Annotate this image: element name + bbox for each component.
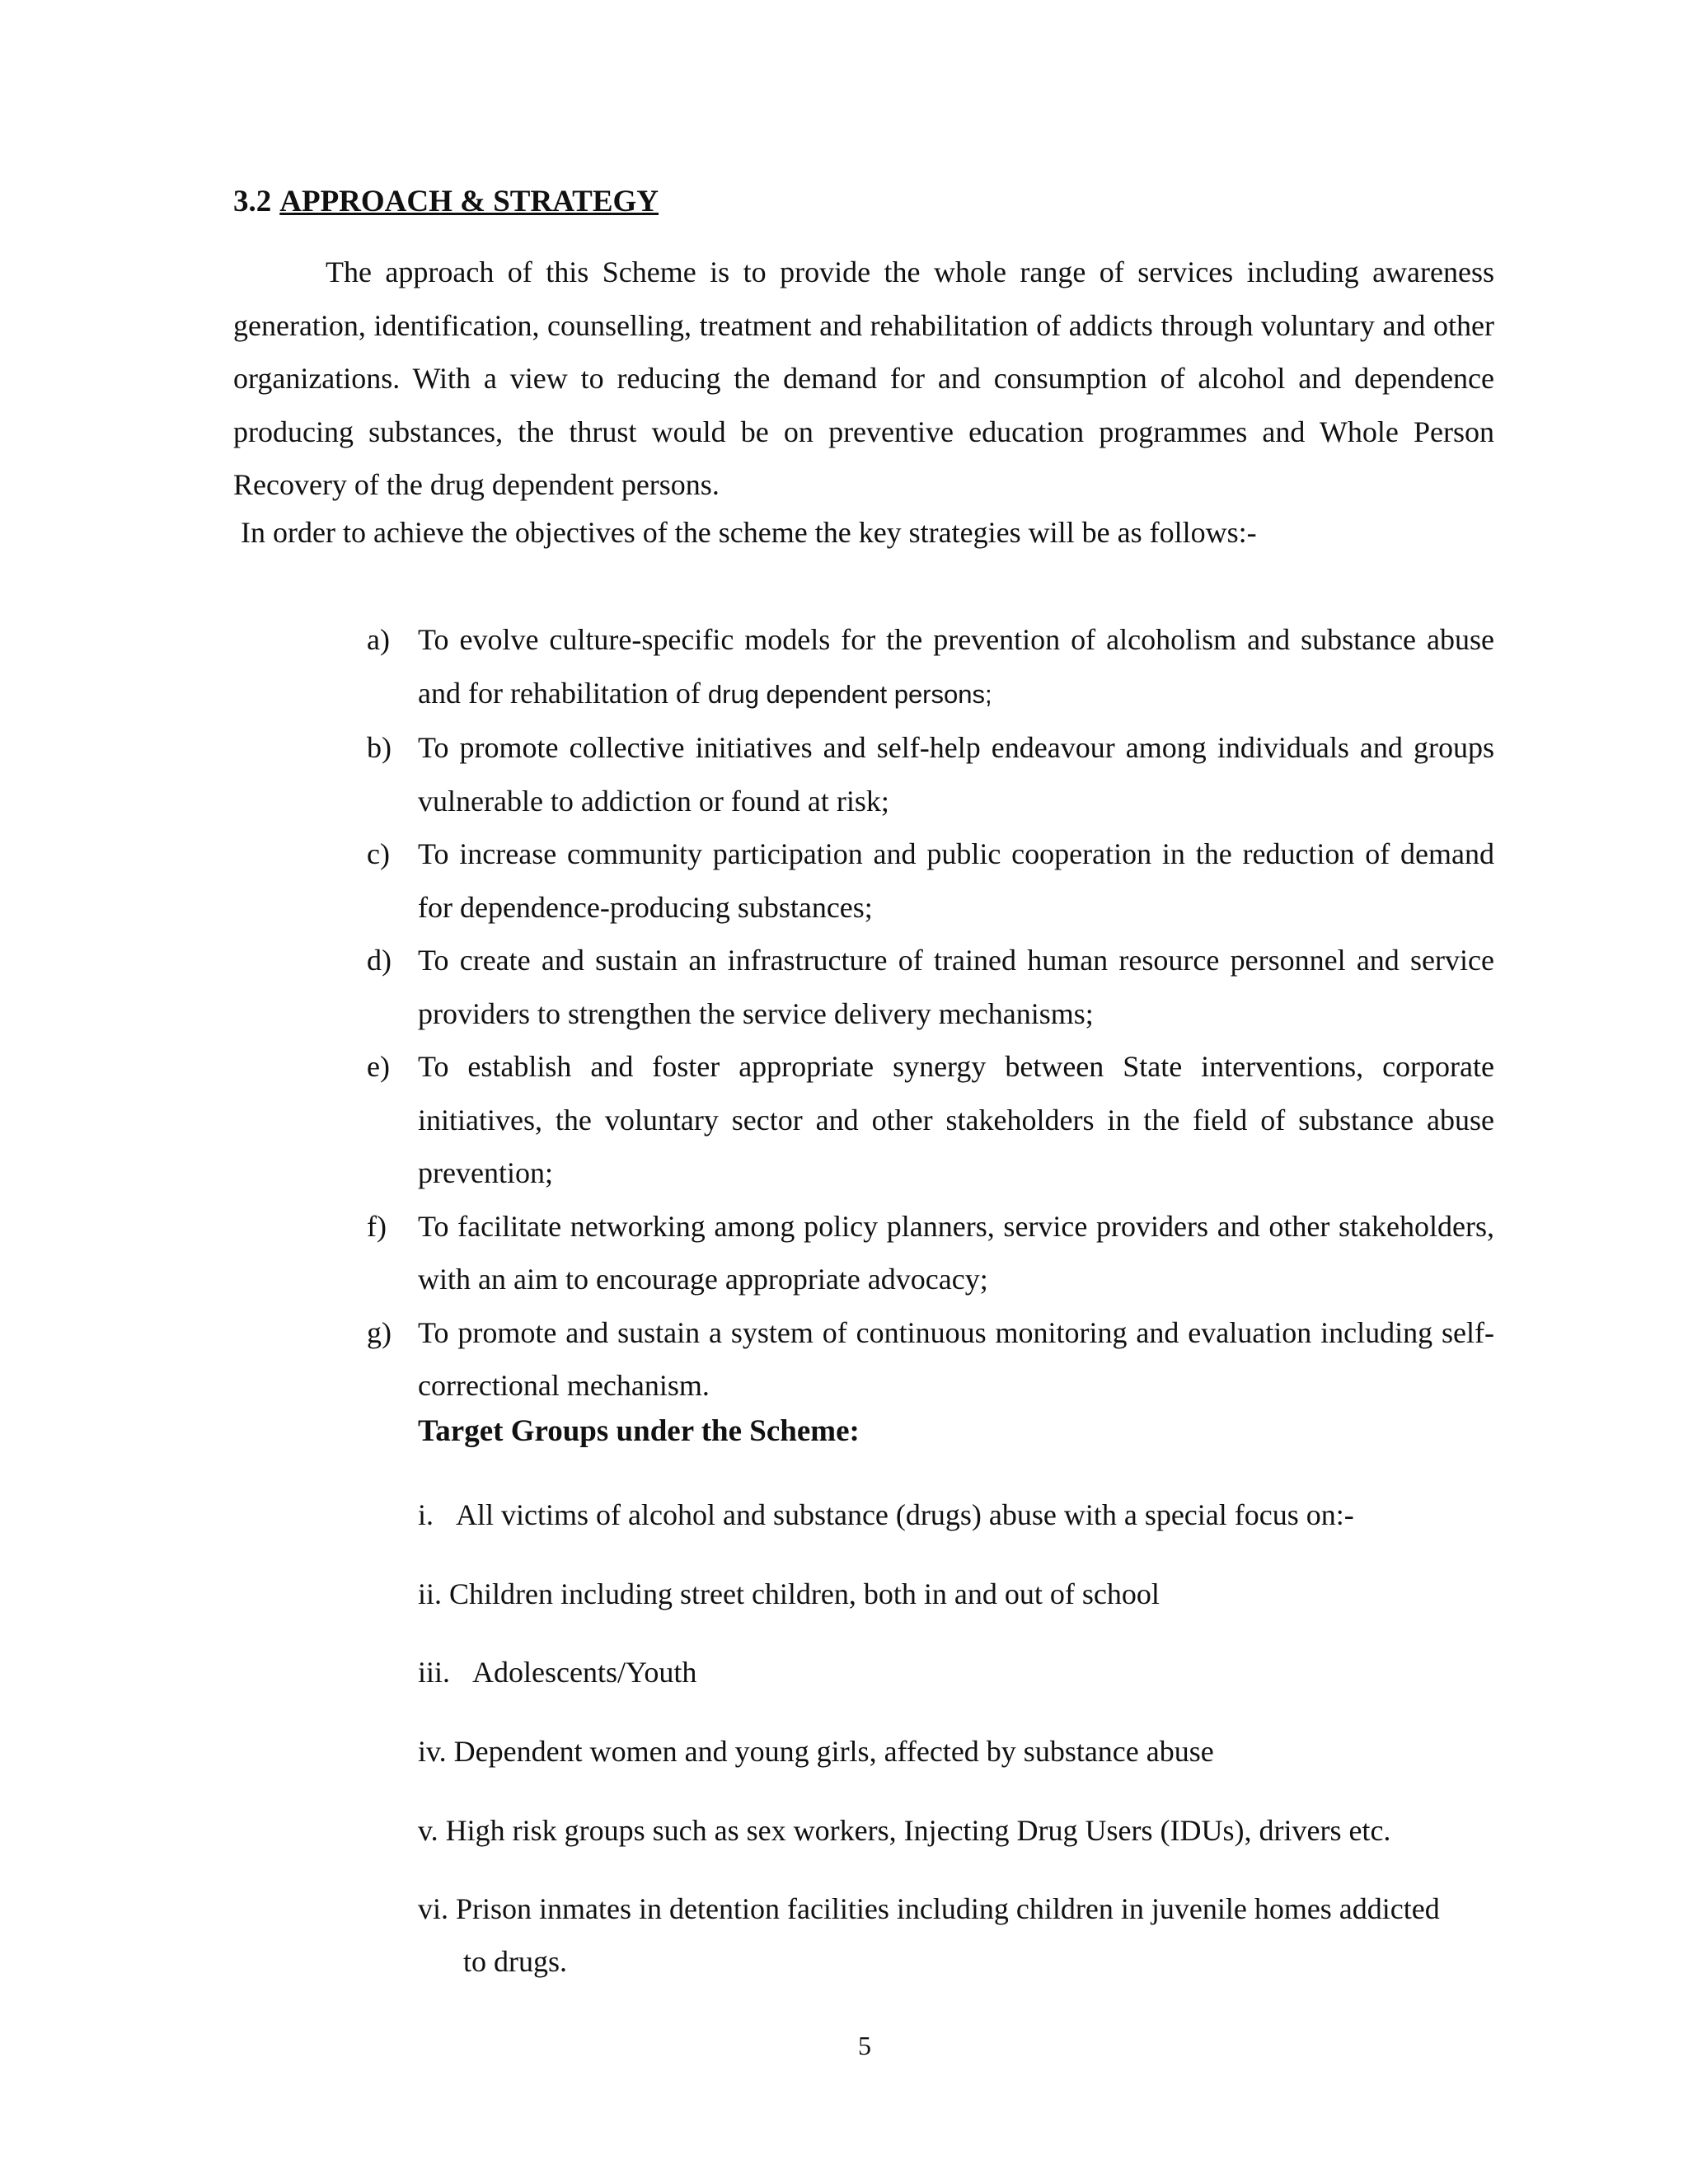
target-groups-heading: Target Groups under the Scheme: bbox=[418, 1414, 860, 1448]
strategy-text: To facilitate networking among policy planners, service providers and other stakeholders, with an aim to encourage appropriate advocacy; bbox=[418, 1209, 1494, 1296]
target-group-text: All victims of alcohol and substance (drugs) abuse with a special focus on:- bbox=[456, 1498, 1354, 1531]
strategy-text: To establish and foster appropriate synergy between State interventions, corporate initiatives, the voluntary sector and other stakeholders in the field of substance abuse prevention; bbox=[418, 1050, 1494, 1189]
target-group-item-iii bbox=[418, 1646, 1494, 1699]
target-group-text-continued: to drugs. bbox=[463, 1945, 567, 1978]
target-group-marker: iv. bbox=[418, 1735, 447, 1768]
page-number: 5 bbox=[858, 2031, 871, 2060]
strategy-marker: a) bbox=[367, 623, 390, 656]
strategy-item-c bbox=[367, 827, 1494, 934]
strategy-item-b bbox=[367, 721, 1494, 827]
target-group-text: Dependent women and young girls, affected by substance abuse bbox=[453, 1735, 1214, 1768]
strategy-item-g bbox=[367, 1306, 1494, 1413]
strategy-marker: e) bbox=[367, 1050, 390, 1083]
strategy-marker: c) bbox=[367, 837, 390, 870]
strategy-marker: f) bbox=[367, 1209, 387, 1243]
section-heading bbox=[233, 183, 659, 221]
strategy-text: To promote and sustain a system of continuous monitoring and evaluation including self-correctional mechanism. bbox=[418, 1315, 1494, 1402]
strategy-item-f bbox=[367, 1200, 1494, 1306]
target-group-marker: ii. bbox=[418, 1577, 443, 1610]
strategy-item-e bbox=[367, 1040, 1494, 1200]
target-group-text: Prison inmates in detention facilities including children in juvenile homes addicted bbox=[456, 1892, 1440, 1925]
strategy-text: To promote collective initiatives and self-help endeavour among individuals and groups vulnerable to addiction or found at risk; bbox=[418, 731, 1494, 818]
target-group-item-i bbox=[418, 1488, 1494, 1541]
target-group-item-iv bbox=[418, 1725, 1494, 1778]
target-group-item-v bbox=[418, 1804, 1494, 1857]
target-group-text: Children including street children, both in and out of school bbox=[449, 1577, 1160, 1610]
target-group-marker: v. bbox=[418, 1814, 438, 1847]
section-title: APPROACH & STRATEGY bbox=[279, 185, 659, 218]
strategy-item-a bbox=[367, 613, 1494, 721]
strategy-text: To increase community participation and public cooperation in the reduction of demand for dependence-producing substances; bbox=[418, 837, 1494, 924]
approach-paragraph: The approach of this Scheme is to provide the whole range of services including awareness generation, identification, counselling, treatment and rehabilitation of addicts through voluntary and other organizations. With a view to reducing the demand for and consumption of alcohol and dependence producing substances, the thrust would be on preventive education programmes and Whole Person Recovery of the drug dependent persons. bbox=[233, 255, 1494, 501]
strategy-marker: d) bbox=[367, 944, 392, 977]
target-group-marker: i. bbox=[418, 1498, 434, 1531]
section-number: 3.2 bbox=[233, 185, 272, 218]
target-group-item-vi bbox=[418, 1882, 1494, 1988]
strategy-text-tail: drug dependent persons; bbox=[707, 679, 992, 709]
strategy-marker: g) bbox=[367, 1315, 392, 1349]
strategy-list bbox=[367, 613, 1494, 1413]
target-group-text: High risk groups such as sex workers, Injecting Drug Users (IDUs), drivers etc. bbox=[445, 1814, 1391, 1847]
strategy-item-d bbox=[367, 934, 1494, 1040]
strategy-text: To evolve culture-specific models for the prevention of alcoholism and substance abuse and for rehabilitation of bbox=[418, 623, 1494, 710]
target-group-marker: iii. bbox=[418, 1656, 451, 1689]
target-group-text: Adolescents/Youth bbox=[472, 1656, 697, 1689]
strategies-intro: In order to achieve the objectives of the scheme the key strategies will be as follows:- bbox=[241, 516, 1257, 549]
strategy-text: To create and sustain an infrastructure of trained human resource personnel and service providers to strengthen the service delivery mechanisms; bbox=[418, 944, 1494, 1030]
target-group-marker: vi. bbox=[418, 1892, 449, 1925]
strategy-marker: b) bbox=[367, 731, 392, 764]
target-group-item-ii bbox=[418, 1568, 1494, 1620]
